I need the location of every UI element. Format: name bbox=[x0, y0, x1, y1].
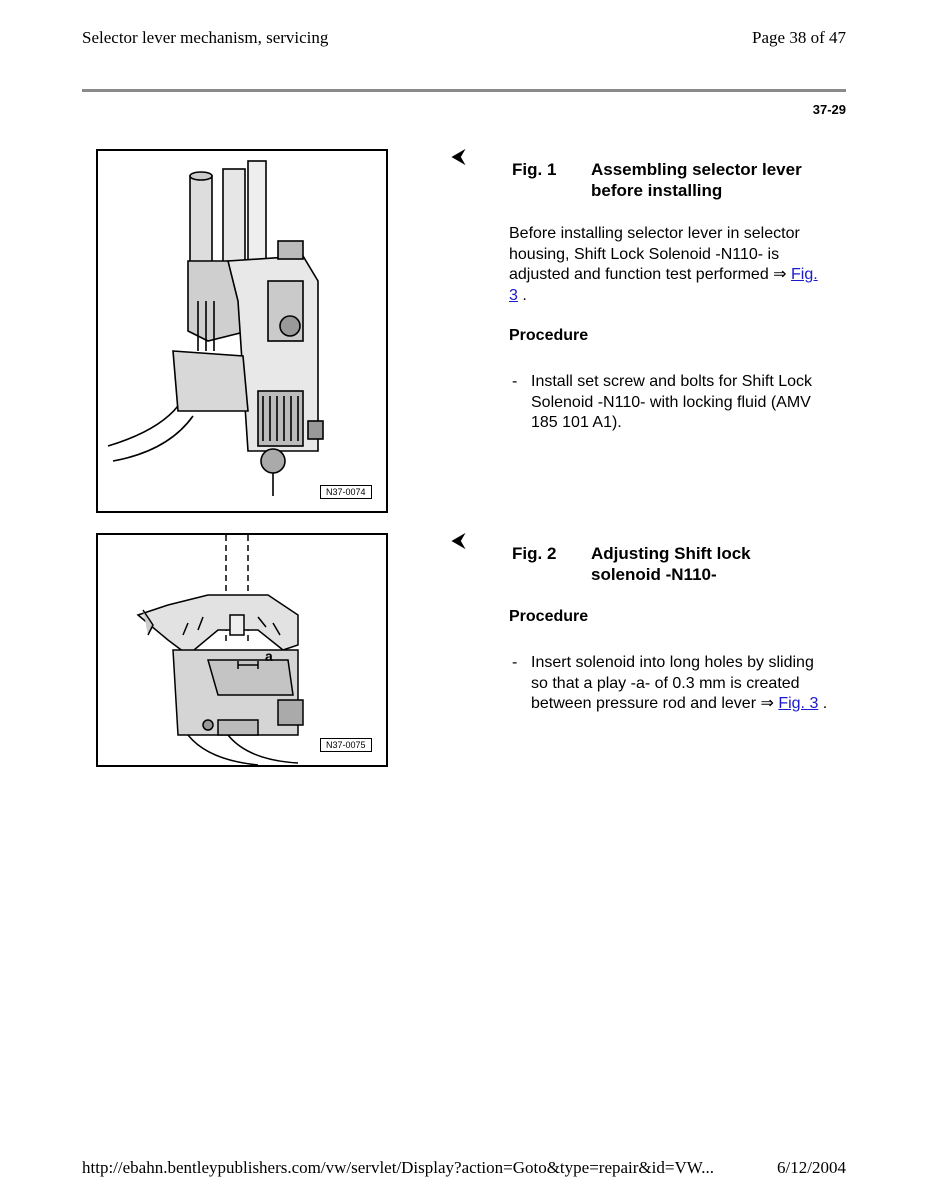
shift-lock-solenoid-drawing bbox=[98, 535, 386, 765]
figure-1-number: Fig. 1 bbox=[512, 160, 557, 179]
figure-2-title: Adjusting Shift lock solenoid -N110- bbox=[591, 544, 751, 584]
section-code: 37-29 bbox=[812, 102, 846, 117]
figure-1-label: N37-0074 bbox=[320, 485, 372, 499]
footer-date: 6/12/2004 bbox=[777, 1158, 846, 1177]
page-number: Page 38 of 47 bbox=[752, 28, 846, 47]
figure-2-arrow-icon: ⮜ bbox=[452, 530, 465, 550]
figure-2-step-body: Insert solenoid into long holes by sliding so that a play -a- of 0.3 mm is created between pressure rod and lever ⇒ bbox=[531, 654, 814, 712]
figure-1-title: Assembling selector lever before installing bbox=[591, 160, 802, 200]
document-title: Selector lever mechanism, servicing bbox=[82, 28, 329, 47]
figure-1-intro-end: . bbox=[517, 286, 527, 304]
figure-1-illustration bbox=[96, 149, 388, 513]
figure-1-intro bbox=[509, 224, 829, 306]
step-dash: - bbox=[512, 654, 518, 671]
step-dash: - bbox=[512, 373, 518, 390]
figure-1-step bbox=[512, 372, 832, 434]
figure-2-label: N37-0075 bbox=[320, 738, 372, 752]
figure-2-step-end: . bbox=[818, 695, 828, 712]
fig-3-link[interactable]: Fig. 3 bbox=[509, 266, 818, 304]
figure-2-step bbox=[512, 653, 832, 715]
figure-2-step-text bbox=[512, 653, 832, 715]
footer-url: http://ebahn.bentleypublishers.com/vw/servlet/Display?action=Goto&type=repair&id=VW... bbox=[82, 1158, 714, 1177]
play-a-callout: a bbox=[265, 648, 273, 664]
figure-1-step-text: Install set screw and bolts for Shift Lock Solenoid -N110- with locking fluid (AMV 185 101 A1). bbox=[531, 373, 813, 431]
fig-3-link[interactable]: Fig. 3 bbox=[778, 695, 819, 712]
figure-2-procedure-heading: Procedure bbox=[509, 608, 589, 625]
header-divider bbox=[82, 89, 846, 92]
selector-lever-drawing bbox=[98, 151, 386, 511]
figure-1-arrow-icon: ⮜ bbox=[452, 146, 465, 166]
figure-2-illustration bbox=[96, 533, 388, 767]
figure-1-intro-text: Before installing selector lever in selector housing, Shift Lock Solenoid -N110- is adjusted and function test performed ⇒ bbox=[509, 225, 800, 283]
figure-2-number: Fig. 2 bbox=[512, 544, 557, 563]
figure-1-procedure-heading: Procedure bbox=[509, 327, 589, 344]
